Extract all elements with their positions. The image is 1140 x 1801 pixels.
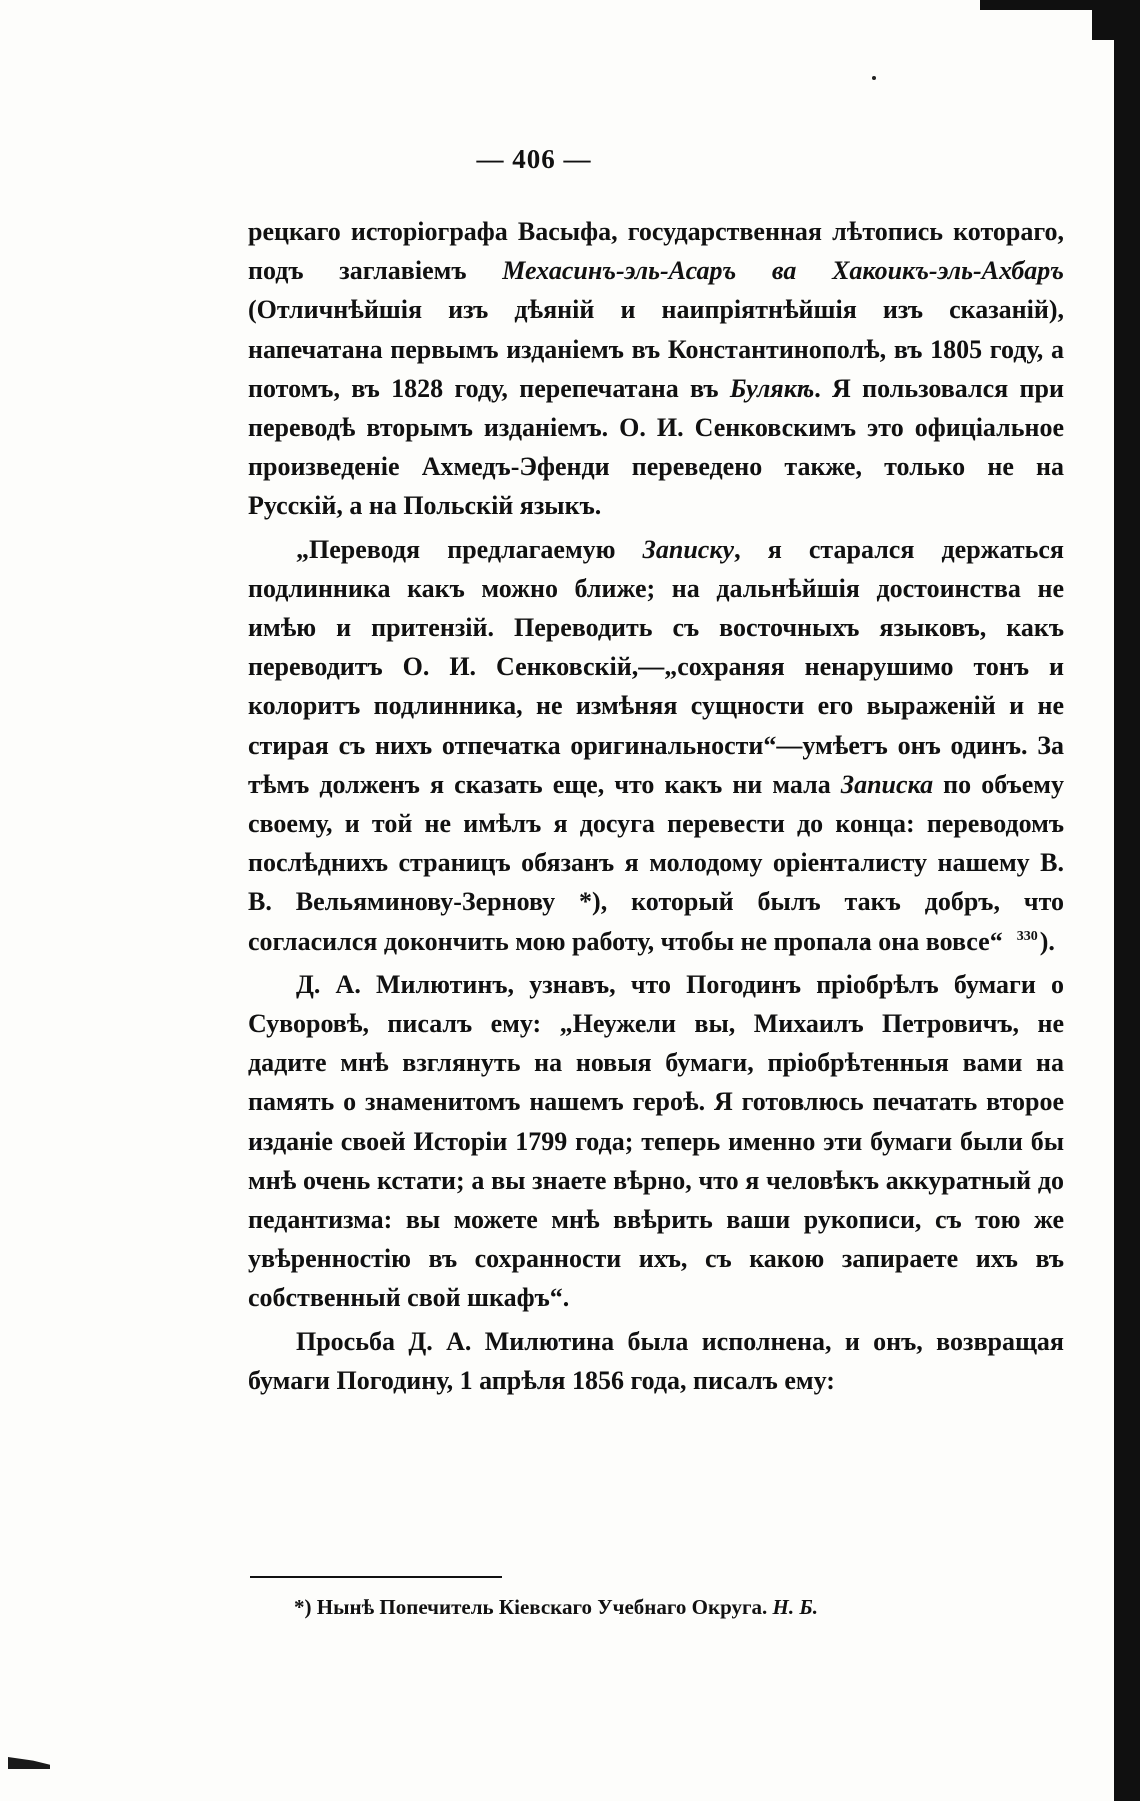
paragraph (248, 965, 1064, 1318)
page-number: — 406 — (476, 144, 592, 174)
text-run: рецкаго исторiографа Васыфа, государственная лѣтопись котораго, подъ заглавiемъ (248, 217, 1064, 286)
text-run: по объему своему, и той не имѣлъ я досуга перевести до конца: переводомъ послѣднихъ страницъ обязанъ я молодому орiенталисту нашему В. В. Вельяминову-Зернову (248, 769, 1064, 917)
italic-text: Булякѣ (729, 373, 815, 403)
footnote-reference: *) (579, 887, 601, 917)
text-run: Д. А. Милютинъ, узнавъ, что Погодинъ прiобрѣлъ бумаги о Суворовѣ, писалъ ему: „Неужели вы, Михаилъ Петровичъ, не дадите мнѣ взглянуть на новыя бумаги, прiобрѣтенныя вами на память о знаменитомъ нашемъ героѣ. Я готовлюсь печатать второе изданiе своей Исторiи 1799 года; теперь именно эти бумаги были бы мнѣ очень кстати; а вы знаете вѣрно, что я человѣкъ аккуратный до педантизма: вы можете мнѣ ввѣрить ваши рукописи, съ тою же увѣренностiю въ сохранности ихъ, съ какою запираете ихъ въ собственный свой шкафъ“. (248, 969, 1064, 1313)
scan-dot (872, 76, 876, 80)
scan-edge-notch (1092, 0, 1114, 40)
scan-edge-right (1114, 0, 1140, 1801)
footnote-divider (250, 1576, 502, 1578)
footnote-initials: Н. Б. (772, 1595, 818, 1619)
text-run: . Я пользовался при переводѣ вторымъ изданiемъ. О. И. Сенковскимъ это офицiальное произведенiе Ахмедъ-Эфенди переведено также, только не на Русскiй, а на Польскiй языкъ. (248, 373, 1064, 521)
italic-text: Записка (840, 769, 934, 799)
body-text (248, 212, 1064, 1400)
text-run: ). (1039, 926, 1055, 956)
paragraph (248, 212, 1064, 526)
text-run: , я старался держаться подлинника какъ можно ближе; на дальнѣйшiя достоинства не имѣю и притензiй. Переводить съ восточныхъ языковъ, какъ переводитъ О. И. Сенковскiй,—„сохраняя ненарушимо тонъ и колоритъ подлинника, не измѣняя сущности его выраженiй и не стирая съ нихъ отпечатка оригинальности“—умѣетъ онъ одинъ. За тѣмъ долженъ я сказать еще, что какъ ни мала (248, 534, 1064, 799)
footnote-text: Нынѣ Попечитель Кiевскаго Учебнаго Округа. (311, 1595, 773, 1619)
italic-text: Мехасинъ-эль-Асаръ ва Хакоикъ-эль-Ахбаръ (502, 256, 1064, 286)
text-run: (Отличнѣйшiя изъ дѣянiй и наипрiятнѣйшiя изъ сказанiй), напечатана первымъ изданiемъ въ Константинополѣ, въ 1805 году, а потомъ, въ 1828 году, перепечатана въ (248, 295, 1064, 403)
footnote-marker: *) (294, 1595, 312, 1619)
source-reference: 330 (1016, 929, 1038, 944)
text-run: „Переводя предлагаемую (296, 534, 643, 564)
paragraph (248, 1322, 1064, 1400)
italic-text: Записку (642, 534, 735, 564)
text-run: Просьба Д. А. Милютина была исполнена, и онъ, возвращая бумаги Погодину, 1 апрѣля 1856 года, писалъ ему: (248, 1326, 1064, 1395)
footnote (294, 1592, 994, 1622)
scan-mark (8, 1757, 50, 1769)
paragraph (248, 530, 1064, 961)
text-run: , который былъ такъ добръ, что согласился докончить мою работу, чтобы не пропала она вовсе“ (248, 887, 1064, 956)
